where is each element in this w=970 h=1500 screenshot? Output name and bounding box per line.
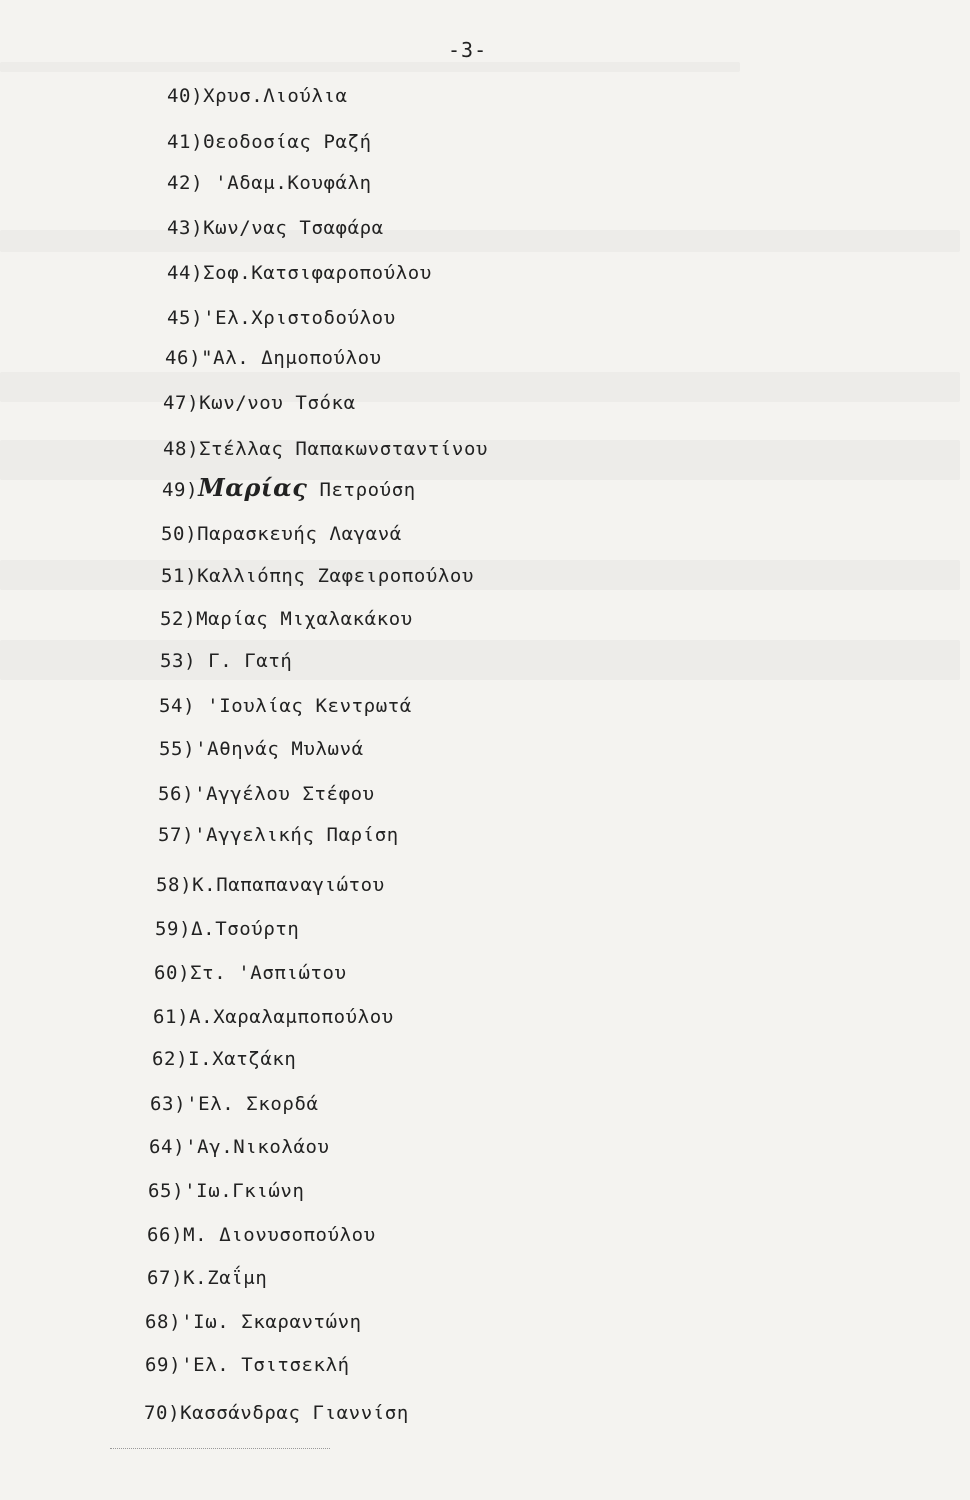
list-item <box>162 473 416 502</box>
list-item: 54) 'Ιουλίας Κεντρωτά <box>159 695 412 717</box>
show-through-mark <box>0 640 960 680</box>
list-item: 52)Μαρίας Μιχαλακάκου <box>160 608 413 630</box>
show-through-mark <box>0 560 960 590</box>
list-item: 47)Κων/νου Τσόκα <box>163 392 356 414</box>
list-item: 44)Σοφ.Κατσιφαροπούλου <box>167 262 432 284</box>
list-item: 63)'Ελ. Σκορδά <box>150 1093 319 1115</box>
list-item: 42) 'Αδαμ.Κουφάλη <box>167 172 372 194</box>
list-item: 70)Κασσάνδρας Γιαννίση <box>144 1402 409 1424</box>
list-item: 60)Στ. 'Ασπιώτου <box>154 962 347 984</box>
show-through-mark <box>0 230 960 252</box>
list-item: 41)Θεοδοσίας Ραζή <box>167 131 372 153</box>
list-item: 62)Ι.Χατζάκη <box>152 1048 297 1070</box>
list-item: 45)'Ελ.Χριστοδούλου <box>167 307 396 329</box>
list-item: 55)'Αθηνάς Μυλωνά <box>159 738 364 760</box>
list-item: 67)Κ.Ζαΐμη <box>147 1267 268 1289</box>
list-item: 48)Στέλλας Παπακωνσταντίνου <box>163 438 489 460</box>
list-item: 53) Γ. Γατή <box>160 650 293 672</box>
entry-surname: Πετρούση <box>307 479 416 501</box>
list-item: 61)Α.Χαραλαμποπούλου <box>153 1006 394 1028</box>
list-item: 66)Μ. Διονυσοπούλου <box>147 1224 376 1246</box>
list-item: 56)'Αγγέλου Στέφου <box>158 783 375 805</box>
list-item: 59)Δ.Τσούρτη <box>155 918 300 940</box>
bottom-smudge <box>110 1448 330 1451</box>
list-item: 50)Παρασκευής Λαγανά <box>161 523 402 545</box>
list-item: 51)Καλλιόπης Ζαφειροπούλου <box>161 565 475 587</box>
page-number: -3- <box>448 38 488 62</box>
list-item: 69)'Ελ. Τσιτσεκλή <box>145 1354 350 1376</box>
list-item: 68)'Ιω. Σκαραντώνη <box>145 1311 362 1333</box>
show-through-mark <box>0 372 960 402</box>
list-item: 65)'Ιω.Γκιώνη <box>148 1180 305 1202</box>
list-item: 46)"Αλ. Δημοπούλου <box>165 347 382 369</box>
list-item: 57)'Αγγελικής Παρίση <box>158 824 399 846</box>
list-item: 43)Κων/νας Τσαφάρα <box>167 217 384 239</box>
list-item: 40)Χρυσ.Λιούλια <box>167 85 348 107</box>
entry-number: 49) <box>162 479 199 501</box>
list-item: 58)Κ.Παπαπαναγιώτου <box>156 874 385 896</box>
list-item: 64)'Αγ.Νικολάου <box>149 1136 330 1158</box>
show-through-mark <box>0 62 740 72</box>
handwritten-name: Μαρίας <box>198 473 308 502</box>
